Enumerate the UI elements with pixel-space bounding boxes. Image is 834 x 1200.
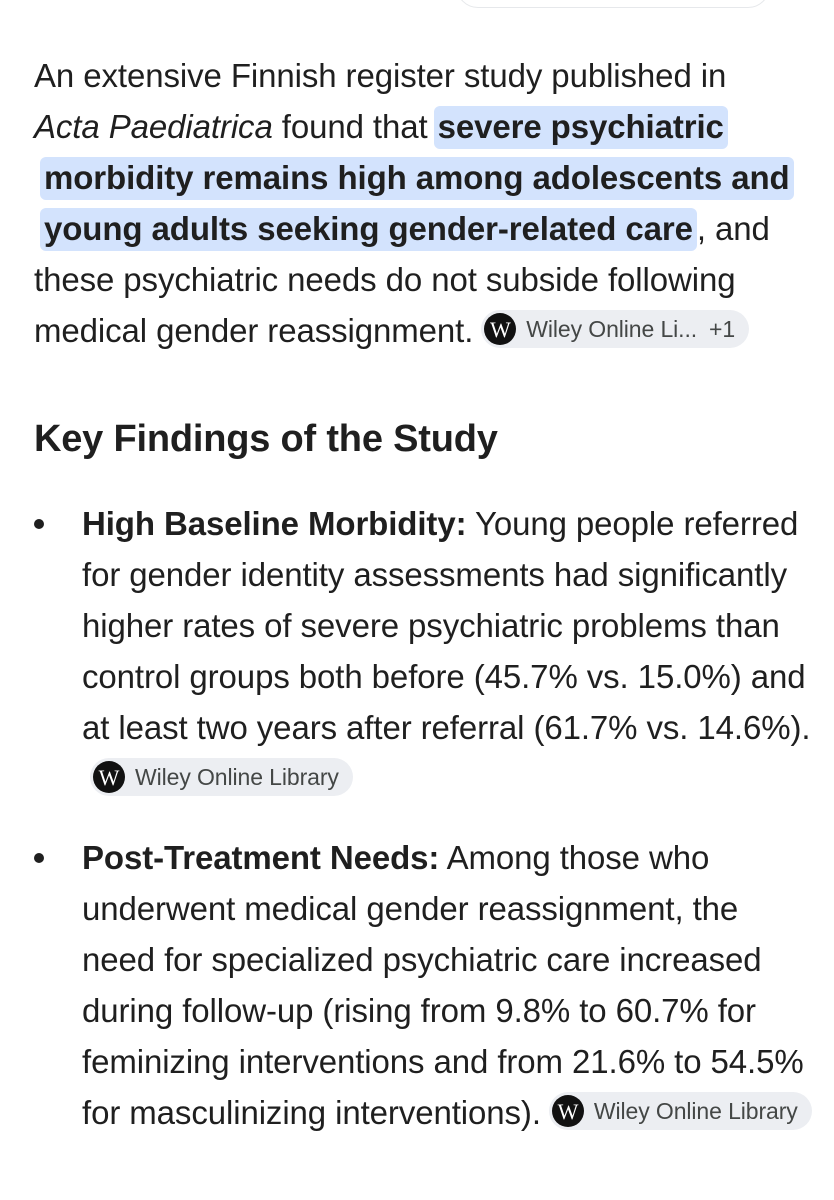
ai-answer-content <box>34 50 814 1131</box>
intro-text-start: An extensive Finnish register study published in <box>34 57 727 94</box>
findings-list <box>34 498 814 804</box>
finding-text: Young people referred for gender identity assessments had significantly higher rates of severe psychiatric problems than control groups both before (45.7% vs. 15.0%) and at least two years after referral (61.7% vs. 14.6%). <box>82 505 811 746</box>
section-title: Key Findings of the Study <box>34 418 498 460</box>
intro-paragraph <box>34 50 814 356</box>
highlighted-claim[interactable]: severe psychiatric morbidity remains high among adolescents and young adults seeking gender-related care <box>40 106 794 251</box>
finding-title: High Baseline Morbidity: <box>82 505 467 542</box>
list-item <box>34 498 814 804</box>
list-item <box>34 832 814 1138</box>
intro-text-found: found that <box>281 108 428 145</box>
source-chip[interactable] <box>549 1092 812 1130</box>
intro-text-end: , and these psychiatric needs do not subside following medical gender reassignment. <box>34 210 770 349</box>
wiley-logo-icon: W <box>552 1095 584 1127</box>
previous-element-edge <box>456 0 770 8</box>
finding-title: Post-Treatment Needs: <box>82 839 440 876</box>
source-chip-label: Wiley Online Library <box>135 763 339 790</box>
source-chip-label: Wiley Online Li... <box>526 315 698 342</box>
journal-name: Acta Paediatrica <box>34 108 273 145</box>
bullet-icon <box>34 519 44 529</box>
source-chip[interactable] <box>90 758 353 796</box>
finding-text: Among those who underwent medical gender reassignment, the need for specialized psychiatric care increased during follow-up (rising from 9.8% to 60.7% for feminizing interventions and from 21.6% to 54.5% for masculinizing interventions). <box>82 839 804 1131</box>
bullet-icon <box>34 853 44 863</box>
findings-list-2 <box>34 832 814 1138</box>
source-chip-extra-count: +1 <box>709 315 736 342</box>
source-chip-label: Wiley Online Library <box>593 1097 798 1124</box>
wiley-logo-icon: W <box>93 761 125 793</box>
source-chip[interactable] <box>481 310 749 348</box>
wiley-logo-icon: W <box>484 313 516 345</box>
